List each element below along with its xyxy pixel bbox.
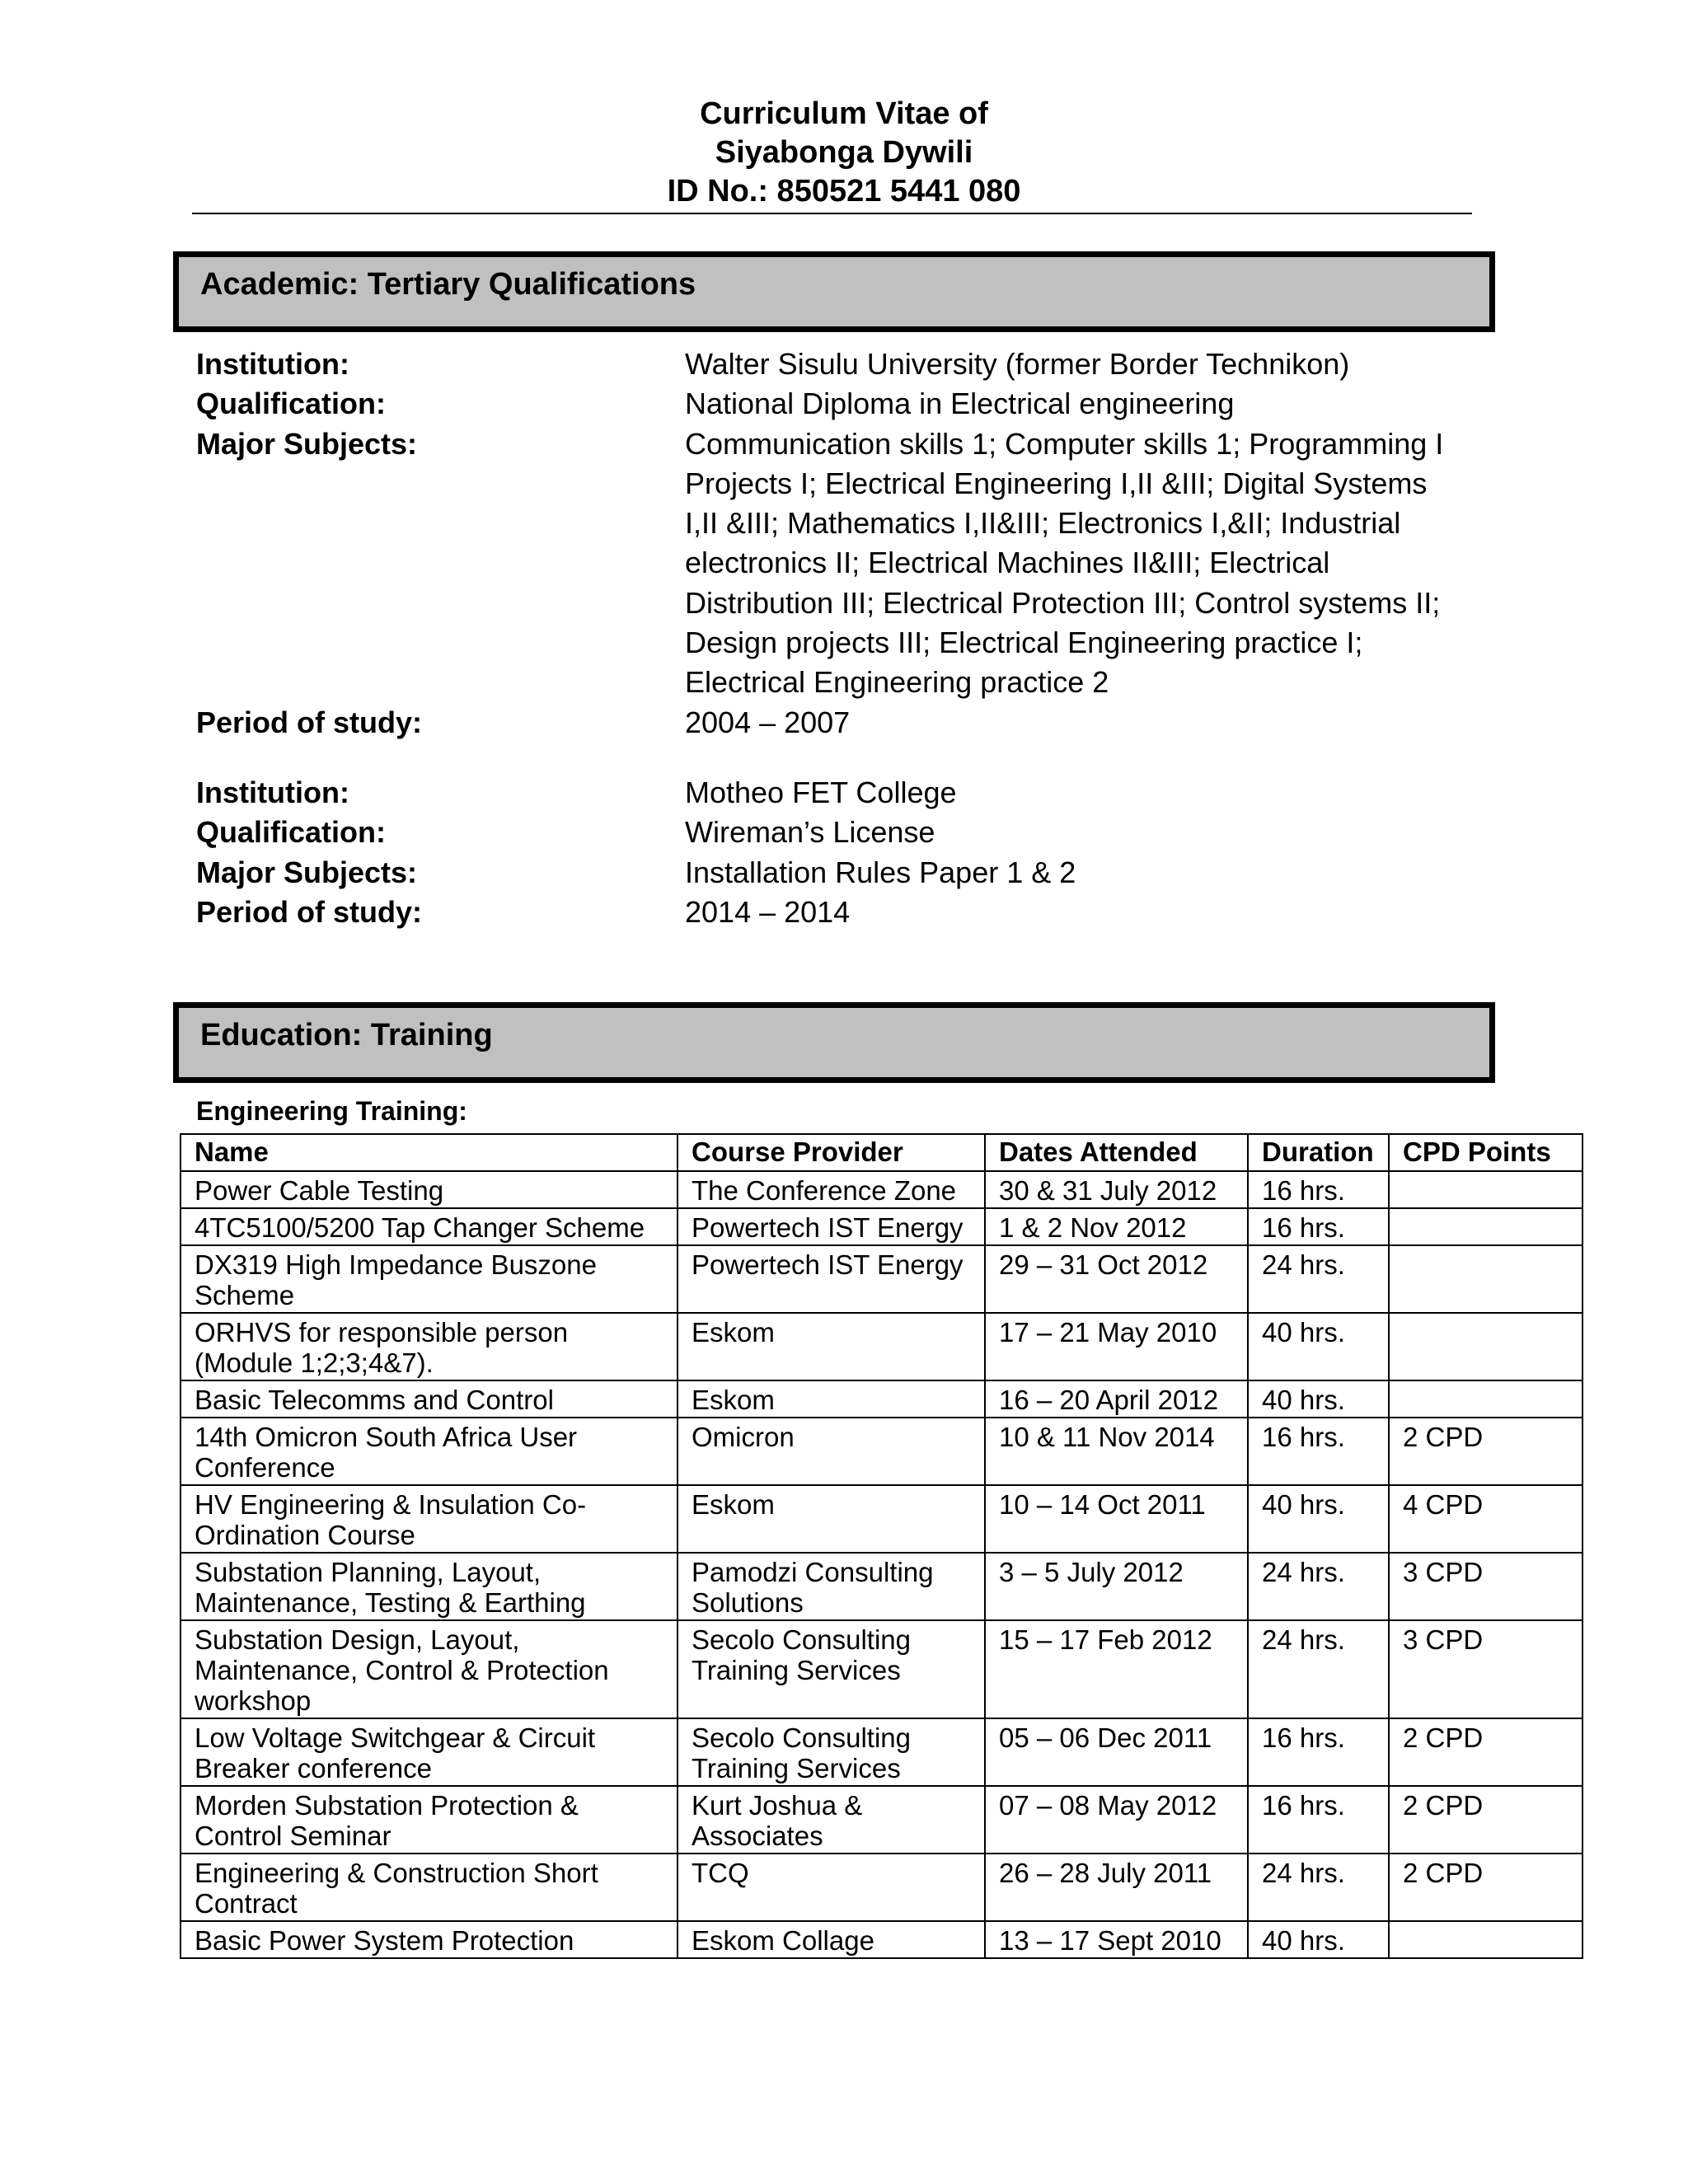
section-education (173, 1002, 1495, 1083)
duration-cell: 24 hrs. (1248, 1620, 1389, 1718)
duration-cell: 24 hrs. (1248, 1854, 1389, 1921)
course-name-cell: Basic Telecomms and Control (181, 1380, 678, 1418)
dates-cell: 13 – 17 Sept 2010 (985, 1921, 1248, 1958)
cpd-cell (1389, 1171, 1582, 1208)
subjects-label: Major Subjects: (196, 426, 418, 461)
course-name-cell: HV Engineering & Insulation Co-Ordination Course (181, 1485, 678, 1553)
duration-cell: 16 hrs. (1248, 1786, 1389, 1854)
cpd-cell (1389, 1921, 1582, 1958)
cpd-cell: 2 CPD (1389, 1854, 1582, 1921)
table-row (181, 1786, 1582, 1854)
duration-cell: 40 hrs. (1248, 1485, 1389, 1553)
qualification-entry-1 (196, 344, 1476, 743)
cpd-cell (1389, 1380, 1582, 1418)
course-name-cell: Basic Power System Protection (181, 1921, 678, 1958)
provider-cell: Pamodzi Consulting Solutions (678, 1553, 985, 1620)
provider-cell: The Conference Zone (678, 1171, 985, 1208)
cpd-cell (1389, 1245, 1582, 1313)
duration-cell: 16 hrs. (1248, 1208, 1389, 1245)
table-row (181, 1245, 1582, 1313)
institution-row (196, 773, 1476, 813)
period-label: Period of study: (196, 705, 423, 739)
course-name-cell: Power Cable Testing (181, 1171, 678, 1208)
column-header-duration: Duration (1248, 1134, 1389, 1171)
dates-cell: 30 & 31 July 2012 (985, 1171, 1248, 1208)
dates-cell: 29 – 31 Oct 2012 (985, 1245, 1248, 1313)
duration-cell: 16 hrs. (1248, 1418, 1389, 1485)
table-row (181, 1854, 1582, 1921)
cpd-cell: 3 CPD (1389, 1553, 1582, 1620)
period-label: Period of study: (196, 894, 423, 929)
table-row (181, 1313, 1582, 1380)
cpd-cell: 2 CPD (1389, 1718, 1582, 1786)
duration-cell: 40 hrs. (1248, 1313, 1389, 1380)
dates-cell: 17 – 21 May 2010 (985, 1313, 1248, 1380)
header-name: Siyabonga Dywili (715, 135, 973, 170)
table-row (181, 1418, 1582, 1485)
subjects-row (196, 853, 1476, 893)
cpd-cell: 2 CPD (1389, 1418, 1582, 1485)
institution-label: Institution: (196, 347, 349, 381)
subjects-row (196, 424, 1476, 703)
qualification-value: Wireman’s License (685, 815, 935, 850)
institution-value: Motheo FET College (685, 776, 957, 809)
course-name-cell: Morden Substation Protection & Control Seminar (181, 1786, 678, 1854)
section-education-title: Education: Training (200, 1018, 493, 1052)
provider-cell: Secolo Consulting Training Services (678, 1718, 985, 1786)
header-title: Curriculum Vitae of (700, 96, 988, 131)
course-name-cell: ORHVS for responsible person (Module 1;2;3;4&7). (181, 1313, 678, 1380)
table-row (181, 1620, 1582, 1718)
column-header-provider: Course Provider (678, 1134, 985, 1171)
column-header-name: Name (181, 1134, 678, 1171)
training-table (180, 1133, 1583, 1959)
course-name-cell: Substation Design, Layout, Maintenance, Control & Protection workshop (181, 1620, 678, 1718)
cpd-cell: 4 CPD (1389, 1485, 1582, 1553)
qualification-label: Qualification: (196, 387, 387, 421)
duration-cell: 16 hrs. (1248, 1171, 1389, 1208)
dates-cell: 1 & 2 Nov 2012 (985, 1208, 1248, 1245)
table-row (181, 1553, 1582, 1620)
dates-cell: 15 – 17 Feb 2012 (985, 1620, 1248, 1718)
provider-cell: Powertech IST Energy (678, 1208, 985, 1245)
cpd-cell (1389, 1313, 1582, 1380)
header-rule (192, 213, 1472, 214)
duration-cell: 40 hrs. (1248, 1380, 1389, 1418)
qualification-row (196, 813, 1476, 852)
section-academic-title: Academic: Tertiary Qualifications (200, 267, 696, 302)
table-row (181, 1718, 1582, 1786)
dates-cell: 10 – 14 Oct 2011 (985, 1485, 1248, 1553)
cpd-cell: 2 CPD (1389, 1786, 1582, 1854)
provider-cell: TCQ (678, 1854, 985, 1921)
column-header-dates: Dates Attended (985, 1134, 1248, 1171)
table-header-row (181, 1134, 1582, 1171)
duration-cell: 16 hrs. (1248, 1718, 1389, 1786)
dates-cell: 05 – 06 Dec 2011 (985, 1718, 1248, 1786)
provider-cell: Eskom (678, 1313, 985, 1380)
course-name-cell: Low Voltage Switchgear & Circuit Breaker conference (181, 1718, 678, 1786)
duration-cell: 40 hrs. (1248, 1921, 1389, 1958)
provider-cell: Secolo Consulting Training Services (678, 1620, 985, 1718)
qualification-entry-2 (196, 773, 1476, 932)
course-name-cell: Substation Planning, Layout, Maintenance, Testing & Earthing (181, 1553, 678, 1620)
duration-cell: 24 hrs. (1248, 1245, 1389, 1313)
header-id-number: ID No.: 850521 5441 080 (667, 174, 1021, 209)
dates-cell: 26 – 28 July 2011 (985, 1854, 1248, 1921)
institution-row (196, 344, 1476, 384)
qualification-label: Qualification: (196, 815, 387, 850)
table-row (181, 1921, 1582, 1958)
table-row (181, 1171, 1582, 1208)
subjects-value: Communication skills 1; Computer skills 1; Programming I Projects I; Electrical Engineering I,II &III; Digital Systems I,II &III; Mathematics I,II&III; Electronics I,&II; Industrial electronics II; Electrical Machines II&III; Electrical Distribution III; Electrical Protection III; Control systems II; Design projects III; Electrical Engineering practice I; Electrical Engineering practice 2 (685, 426, 1444, 700)
provider-cell: Omicron (678, 1418, 985, 1485)
subjects-label: Major Subjects: (196, 855, 418, 889)
dates-cell: 16 – 20 April 2012 (985, 1380, 1248, 1418)
training-table-body (181, 1171, 1582, 1958)
cpd-cell (1389, 1208, 1582, 1245)
qualification-row (196, 384, 1476, 424)
period-value: 2004 – 2007 (685, 705, 851, 739)
duration-cell: 24 hrs. (1248, 1553, 1389, 1620)
cpd-cell: 3 CPD (1389, 1620, 1582, 1718)
institution-value: Walter Sisulu University (former Border Technikon) (685, 347, 1350, 381)
period-row (196, 893, 1476, 932)
course-name-cell: DX319 High Impedance Buszone Scheme (181, 1245, 678, 1313)
provider-cell: Kurt Joshua & Associates (678, 1786, 985, 1854)
institution-label: Institution: (196, 776, 349, 809)
table-row (181, 1208, 1582, 1245)
qualification-value: National Diploma in Electrical engineering (685, 387, 1235, 421)
period-row (196, 703, 1476, 743)
training-subheading: Engineering Training: (196, 1096, 467, 1126)
course-name-cell: Engineering & Construction Short Contract (181, 1854, 678, 1921)
provider-cell: Eskom (678, 1485, 985, 1553)
dates-cell: 3 – 5 July 2012 (985, 1553, 1248, 1620)
course-name-cell: 14th Omicron South Africa User Conference (181, 1418, 678, 1485)
document-header (0, 95, 1688, 211)
column-header-cpd: CPD Points (1389, 1134, 1582, 1171)
provider-cell: Eskom (678, 1380, 985, 1418)
course-name-cell: 4TC5100/5200 Tap Changer Scheme (181, 1208, 678, 1245)
provider-cell: Eskom Collage (678, 1921, 985, 1958)
provider-cell: Powertech IST Energy (678, 1245, 985, 1313)
subjects-value: Installation Rules Paper 1 & 2 (685, 855, 1076, 889)
period-value: 2014 – 2014 (685, 894, 851, 929)
dates-cell: 10 & 11 Nov 2014 (985, 1418, 1248, 1485)
table-row (181, 1485, 1582, 1553)
section-academic (173, 251, 1495, 332)
table-row (181, 1380, 1582, 1418)
dates-cell: 07 – 08 May 2012 (985, 1786, 1248, 1854)
